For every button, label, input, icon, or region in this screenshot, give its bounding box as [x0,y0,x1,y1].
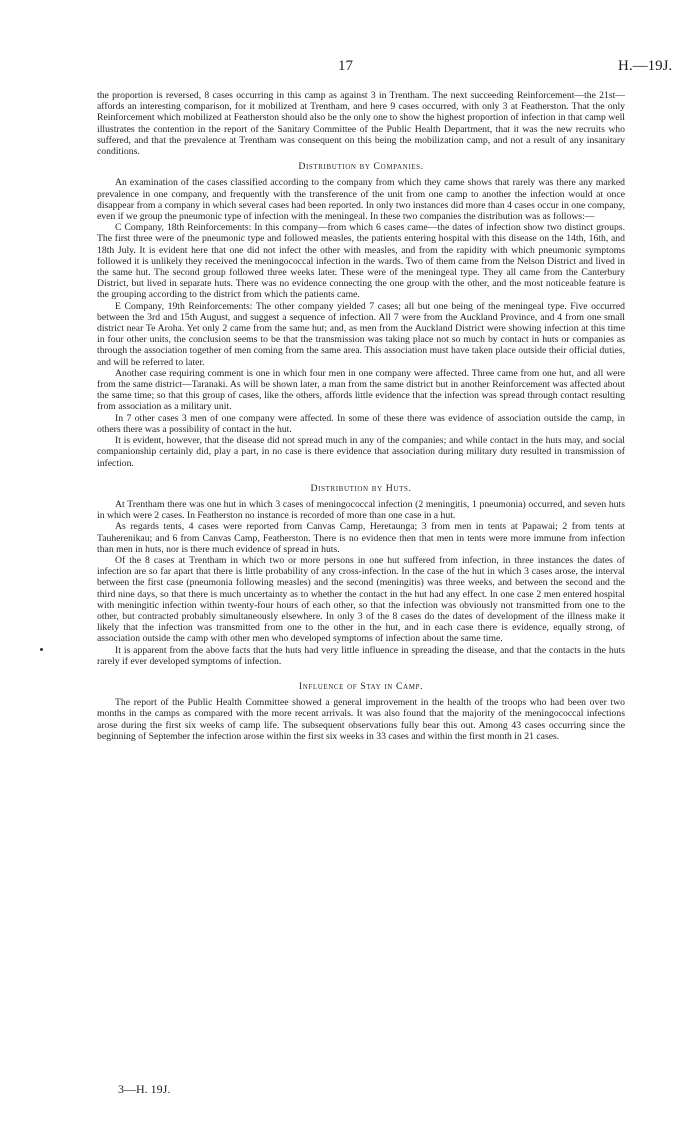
companies-paragraph: Another case requiring comment is one in which four men in one company were affected. Three came from one hut, and all were from the same district—Taranaki. As will be shown later, a man from the same district but in another Reinforcement was affected about the same time; so that this group of cases, like the others, affords little evidence that the infection was spread through contact resulting from association as a military unit. [97,367,625,413]
section-heading-huts: Distribution by Huts. [310,482,412,494]
body-text [97,90,625,742]
companies-paragraph: C Company, 18th Reinforcements: In this company—from which 6 cases came—the dates of infection show two distinct groups. The first three were of the pneumonic type and followed measles, the patients entering hospital with this disease on the 14th, 16th, and 18th July. It is evident here that one did not infect the other with measles, and from the rapidity with which pneumonic symptoms followed it is unlikely they received the meningococcal infection in the wards. Two of them came from the Nelson District and lived in the same hut. The second group followed three weeks later. These were of the meningeal type. They all came from the Canterbury District, but lived in separate huts. There was no evidence connecting the one group with the other, and the most noticeable feature is the grouping according to the district from which the patients came. [97,222,625,301]
huts-paragraph: At Trentham there was one hut in which 3 cases of meningococcal infection (2 meningitis, 1 pneumonia) occurred, and seven huts in which were 2 cases. In Featherston no instance is recorded of more than one case in a hut. [97,498,625,522]
stay-paragraph: The report of the Public Health Committee showed a general improvement in the health of the troops who had been over two months in the camps as compared with the more recent arrivals. It was also found that the majority of the meningococcal infections arose during the first six weeks of camp life. The subsequent observations fully bear this out. Among 43 cases occurring since the beginning of September the infection arose within the first six weeks in 33 cases and within the first month in 21 cases. [97,697,625,742]
companies-paragraph: In 7 other cases 3 men of one company were affected. In some of these there was evidence of association outside the camp, in others there was a possibility of contact in the hut. [97,412,625,435]
companies-paragraph: An examination of the cases classified according to the company from which they came shows that rarely was there any marked prevalence in one company, and frequently with the transference of the unit from one camp to another the infection would at once disappear from a company in which several cases had been reported. In only two instances did more than 4 cases occur in one company, even if we group the pneumonic type of infection with the meningeal. In these two companies the distribution was as follows:— [97,177,625,223]
huts-paragraph: Of the 8 cases at Trentham in which two or more persons in one hut suffered from infection, in three instances the dates of infection are so far apart that there is little probability of any cross-infection. In the case of the hut in which 3 cases arose, the interval between the first case (pneumonia following measles) and the second (meningitis) was three weeks, and between the second and the third nine days, so that there is much uncertainty as to whether the contact in the hut had any effect. In one case 2 men entered hospital with meningitic infection within twenty-four hours of each other, so that the infection was obviously not transmitted from one to the other, but contracted probably simultaneously elsewhere. In only 3 of the 8 cases do the dates of development of the illness make it likely that the infection was transmitted from one to the other in the hut, and in each case there is evidence, equally strong, of association outside the camp with other men who developed symptoms of infection about the same time. [97,554,625,645]
signature-reference: 3—H. 19J. [118,1082,171,1096]
huts-paragraph: It is apparent from the above facts that the huts had very little influence in spreading the disease, and that the contacts in the huts rarely if ever developed symptoms of infection. [97,644,625,667]
section-heading-stay-in-camp: Influence of Stay in Camp. [298,680,424,692]
document-reference: H.—19J. [618,58,673,74]
page-header [0,58,700,80]
margin-mark [40,648,43,651]
page-number: 17 [338,58,353,74]
companies-paragraph: It is evident, however, that the disease did not spread much in any of the companies; and while contact in the huts may, and social companionship certainly did, play a part, in no case is there evidence that association during military duty resulted in transmission of infection. [97,435,625,469]
intro-paragraph: the proportion is reversed, 8 cases occurring in this camp as against 3 in Trentham. The next succeeding Reinforcement—the 21st—affords an interesting comparison, for it mobilized at Trentham, and here 9 cases occurred, with only 3 at Featherston. That the only Reinforcement which mobilized at Featherston should also be the only one to show the highest proportion of infection in that camp well illustrates the contention in the report of the Sanitary Committee of the Public Health Department, that it was the new recruits who suffered, and that the prevalence at Trentham was consequent on this being the mobilization camp, and not a result of any insanitary conditions. [97,90,625,158]
companies-paragraph: E Company, 19th Reinforcements: The other company yielded 7 cases; all but one being of the meningeal type. Five occurred between the 3rd and 15th August, and suggest a sequence of infection. All 7 were from the Auckland Province, and 4 from one small district near Te Aroha. Yet only 2 came from the same hut; and, as men from the Auckland District were showing infection at this time in four other units, the conclusion seems to be that the transmission was taking place not so much by contact in huts or companies as through the association together of men coming from the same area. This association must have taken place outside their official duties, and will be referred to later. [97,300,625,368]
huts-paragraph: As regards tents, 4 cases were reported from Canvas Camp, Heretaunga; 3 from men in tents at Papawai; 2 from tents at Tauherenikau; and 6 from Canvas Camp, Featherston. There is no evidence then that men in tents were more immune from infection than men in huts, nor is there much evidence of spread in huts. [97,521,625,555]
section-heading-companies: Distribution by Companies. [298,161,424,173]
